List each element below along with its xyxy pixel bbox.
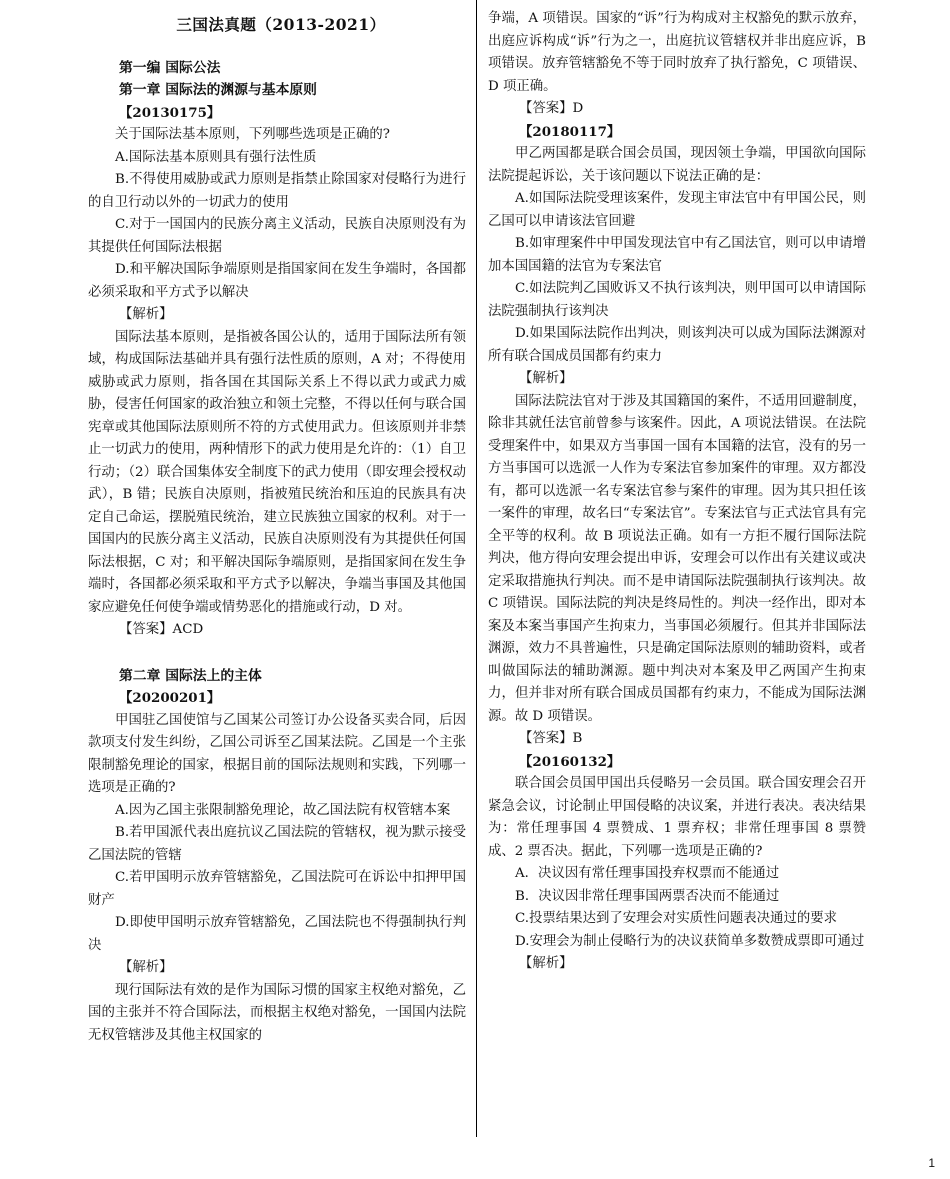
answer-tag: 【答案】B: [519, 731, 583, 746]
option-c: C.如法院判乙国败诉又不执行该判决，则甲国可以申请国际法院强制执行该判决: [488, 281, 866, 319]
option-b: B.不得使用威胁或武力原则是指禁止除国家对侵略行为进行的自卫行动以外的一切武力的使用: [88, 172, 466, 210]
chapter1-heading: 第一章 国际法的渊源与基本原则: [119, 82, 317, 98]
analysis-tag: 【解析】: [519, 371, 573, 386]
option-c: C.对于一国国内的民族分离主义活动，民族自决原则没有为其提供任何国际法根据: [88, 217, 466, 255]
option-d: D.和平解决国际争端原则是指国家间在发生争端时，各国都必须采取和平方式予以解决: [88, 262, 466, 300]
analysis-continued: 争端，A 项错误。国家的“诉”行为构成对主权豁免的默示放弃，出庭应诉构成“诉”行为之一，出庭抗议管辖权并非出庭应诉，B 项错误。放弃管辖豁免不等于同时放弃了执行豁免，C 项错误、D 项正确。: [488, 11, 866, 94]
question-stem: 联合国会员国甲国出兵侵略另一会员国。联合国安理会召开紧急会议，讨论制止甲国侵略的决议案，并进行表决。表决结果为：常任理事国 4 票赞成、1 票弃权；非常任理事国 8 票赞成、2 票否决。据此，下列哪一选项是正确的?: [488, 776, 866, 859]
question-stem: 甲乙两国都是联合国会员国，现因领土争端，甲国欲向国际法院提起诉讼，关于该问题以下说法正确的是：: [488, 146, 866, 184]
option-a: A．决议因有常任理事国投弃权票而不能通过: [515, 866, 780, 881]
option-d: D.如果国际法院作出判决，则该判决可以成为国际法渊源对所有联合国成员国都有约束力: [488, 326, 866, 364]
analysis-text: 国际法院法官对于涉及其国籍国的案件，不适用回避制度，除非其就任法官前曾参与该案件。因此，A 项说法错误。在法院受理案件中，如果双方当事国一国有本国籍的法官，没有的另一方当事国可以选派一人作为专案法官参加案件的审理。双方都没有，都可以选派一名专案法官参与案件的审理。因为其只担任该一案件的审理，故名曰“专案法官”。专案法官与正式法官具有完全平等的权利。故 B 项说法正确。如有一方拒不履行国际法院判决，他方得向安理会提出申诉，安理会可以作出有关建议或决定采取措施执行判决。而不是申请国际法院强制执行该判决。故 C 项错误。国际法院的判决是终局性的。判决一经作出，即对本案及本案当事国产生拘束力，当事国必须履行。但其并非国际法渊源，效力不具普遍性，只是确定国际法原则的辅助资料，或者叫做国际法的辅助渊源。题中判决对本案及甲乙两国产生拘束力，但并非对所有联合国成员国都有约束力，不能成为国际法渊源。故 D 项错误。: [488, 393, 866, 724]
right-column: [488, 8, 866, 976]
option-b: B.若甲国派代表出庭抗议乙国法院的管辖权，视为默示接受乙国法院的管辖: [88, 825, 466, 863]
analysis-tag: 【解析】: [519, 956, 573, 971]
column-divider: [476, 0, 477, 1137]
document-title: 三国法真题（2013-2021）: [176, 15, 386, 34]
answer-tag: 【答案】ACD: [119, 622, 204, 637]
analysis-text: 国际法基本原则，是指被各国公认的，适用于国际法所有领域，构成国际法基础并具有强行法性质的原则，A 对；不得使用威胁或武力原则，指各国在其国际关系上不得以武力或武力威胁，侵害任何国家的政治独立和领土完整，不得以任何与联合国宪章或其他国际法原则所不符的方式使用武力。但该原则并非禁止一切武力的使用，两种情形下的武力使用是允许的：（1）自卫行动；（2）联合国集体安全制度下的武力使用（即安理会授权动武），B 错；民族自决原则，指被殖民统治和压迫的民族具有决定自己命运，摆脱殖民统治，建立民族独立国家的权利。对于一国国内的民族分离主义活动，民族自决原则没有为其提供任何国际法根据，C 对；和平解决国际争端原则，是指国家间在发生争端时，各国都必须采取和平方式予以解决，争端当事国及其他国家应避免任何使争端或情势恶化的措施或行动，D 对。: [88, 329, 466, 615]
answer-tag: 【答案】D: [519, 101, 584, 116]
option-b: B.如审理案件中甲国发现法官中有乙国法官，则可以申请增加本国国籍的法官为专案法官: [488, 236, 866, 274]
option-c: C.投票结果达到了安理会对实质性问题表决通过的要求: [515, 911, 838, 926]
chapter2-heading: 第二章 国际法上的主体: [119, 667, 262, 684]
question-code: 【20160132】: [519, 753, 621, 770]
option-b: B．决议因非常任理事国两票否决而不能通过: [515, 888, 780, 904]
analysis-tag: 【解析】: [119, 960, 173, 975]
question-stem: 甲国驻乙国使馆与乙国某公司签订办公设备买卖合同，后因款项支付发生纠纷，乙国公司诉至乙国某法院。乙国是一个主张限制豁免理论的国家，根据目前的国际法规则和实践，下列哪一选项是正确的?: [88, 712, 466, 795]
question-code: 【20180117】: [519, 123, 621, 140]
question-code: 【20200201】: [119, 690, 221, 706]
option-a: A.如国际法院受理该案件，发现主审法官中有甲国公民，则乙国可以申请该法官回避: [488, 191, 866, 229]
option-c: C.若甲国明示放弃管辖豁免，乙国法院可在诉讼中扣押甲国财产: [88, 870, 466, 908]
page-number: 1: [928, 1156, 935, 1170]
spacer: [88, 642, 466, 665]
analysis-text: 现行国际法有效的是作为国际习惯的国家主权绝对豁免，乙国的主张并不符合国际法，而根据主权绝对豁免，一国国内法院无权管辖涉及其他主权国家的: [88, 982, 466, 1043]
option-a: A.国际法基本原则具有强行法性质: [115, 149, 317, 165]
option-a: A.因为乙国主张限制豁免理论，故乙国法院有权管辖本案: [115, 802, 451, 818]
analysis-tag: 【解析】: [119, 307, 173, 322]
part-heading: 第一编 国际公法: [119, 59, 221, 76]
question-stem: 关于国际法基本原则，下列哪些选项是正确的?: [115, 127, 390, 142]
question-code: 【20130175】: [119, 104, 221, 121]
left-column: [88, 8, 466, 1047]
option-d: D.即使甲国明示放弃管辖豁免，乙国法院也不得强制执行判决: [88, 915, 466, 953]
option-d: D.安理会为制止侵略行为的决议获简单多数赞成票即可通过: [515, 933, 865, 949]
